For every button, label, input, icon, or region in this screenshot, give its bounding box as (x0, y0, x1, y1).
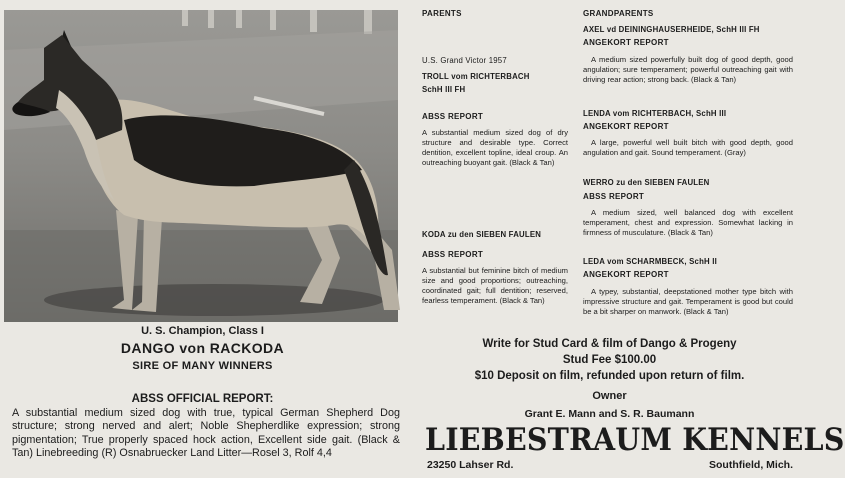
grandparent-report-label: ANGEKORT REPORT (583, 270, 669, 279)
dog-name: DANGO von RACKODA (120, 340, 285, 356)
grandparent-report-label: ABSS REPORT (583, 192, 645, 201)
dam-name: KODA zu den SIEBEN FAULEN (422, 230, 542, 239)
dam-report: A substantial but feminine bitch of medium size and good proportions; outreaching, coordinated gait; full dentition; reserved, fearless temperament. (Black & Tan) (422, 266, 568, 305)
film-deposit: $10 Deposit on film, refunded upon return of film. (474, 370, 745, 382)
sire-degree: SchH III FH (422, 85, 466, 94)
kennel-name: LIEBESTRAUM KENNELS (425, 422, 845, 458)
address: 23250 Lahser Rd. (427, 459, 514, 471)
stud-fee: Stud Fee $100.00 (562, 354, 657, 366)
grandparent-report-label: ANGEKORT REPORT (583, 122, 669, 131)
german-shepherd-dog-photo-icon (4, 10, 398, 322)
sire-name: TROLL vom RICHTERBACH (422, 72, 530, 81)
sire-report: A substantial medium sized dog of dry structure and desirable type. Correct dentition, excellent topline, ideal croup. An outreaching buoyant gait. (Black & Tan) (422, 128, 568, 167)
grandparents-heading: GRANDPARENTS (583, 9, 654, 18)
stud-card-line: Write for Stud Card & film of Dango & Progeny (482, 338, 737, 350)
official-report-heading: ABSS OFFICIAL REPORT: (131, 393, 274, 405)
sire-report-label: ABSS REPORT (422, 112, 484, 121)
grandparent-report: A typey, substantial, deepstationed mother type bitch with impressive structure and gait. Temperament is good but could be a bit sharper on manwork. (Black & Tan) (583, 287, 793, 316)
owner-names: Grant E. Mann and S. R. Baumann (524, 408, 695, 420)
dam-report-label: ABSS REPORT (422, 250, 484, 259)
grandparent-report: A medium sized powerfully built dog of good depth, good angulation; sure temperament; powerful outreaching gait with driving rear action; strong back. (Black & Tan) (583, 55, 793, 84)
official-report-body: A substantial medium sized dog with true, typical German Shepherd Dog structure; strong nerved and alert; Noble Shepherdlike expression; strong pigmentation; True properly spaced hock action, Excellent side gait. (Black & Tan) Linebreeding (R) Osnabruecker Land Litter—Rosel 3, Rolf 4,4 (12, 407, 400, 460)
parents-heading: PARENTS (422, 9, 462, 18)
grandparent-report-label: ANGEKORT REPORT (583, 38, 669, 47)
dog-photo (4, 10, 398, 322)
grandparent-name: LENDA vom RICHTERBACH, SchH III (583, 109, 727, 118)
grandparent-name: AXEL vd DEININGHAUSERHEIDE, SchH III FH (583, 25, 760, 34)
subtitle-line: SIRE OF MANY WINNERS (132, 360, 273, 372)
grandparent-name: WERRO zu den SIEBEN FAULEN (583, 178, 710, 187)
city: Southfield, Mich. (709, 459, 793, 471)
grandparent-report: A large, powerful well built bitch with good depth, good angulation and gait. Sound temperament. (Gray) (583, 138, 793, 157)
grandparent-report: A medium sized, well balanced dog with excellent temperament, chest and expression. Somewhat lacking in firmness of musculature. (Black & Tan) (583, 208, 793, 237)
title-line: U. S. Champion, Class I (141, 325, 264, 337)
sire-title: U.S. Grand Victor 1957 (422, 56, 507, 65)
grandparent-name: LEDA vom SCHARMBECK, SchH II (583, 257, 717, 266)
owner-label: Owner (592, 390, 627, 402)
